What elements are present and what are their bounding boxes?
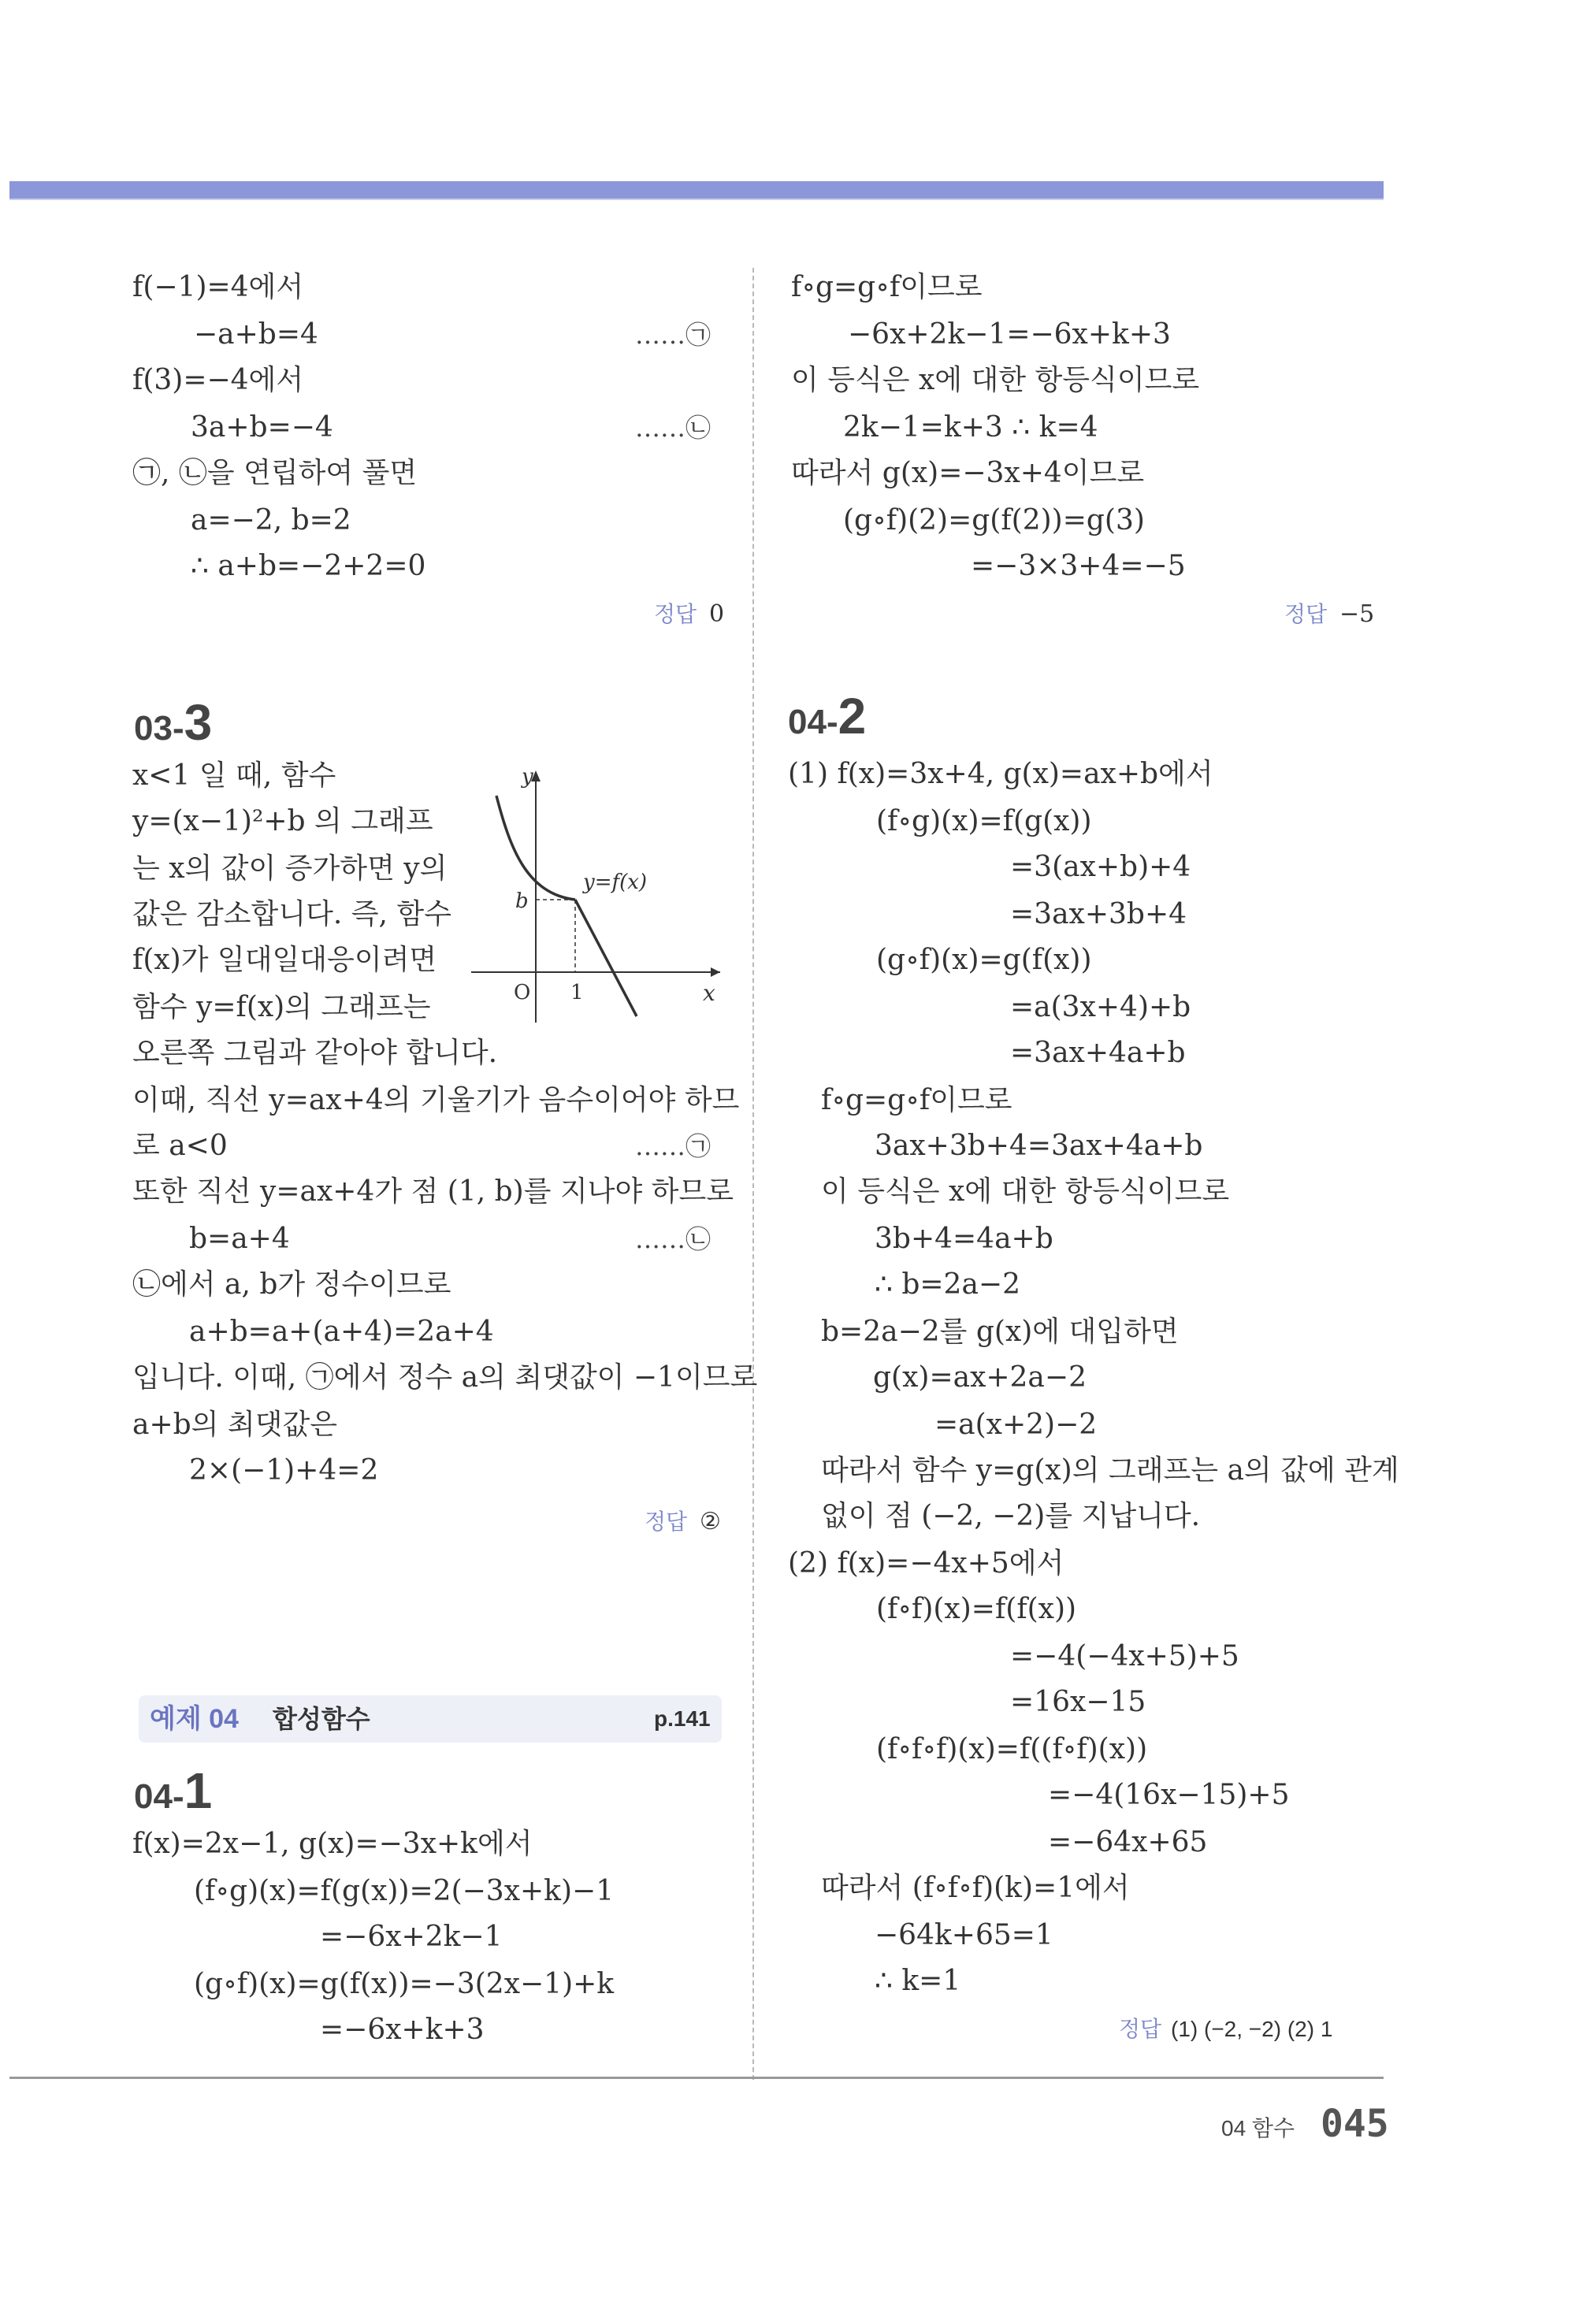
problem-heading-03-3 [134,693,212,752]
solution-line: =a(3x+4)+b [1010,991,1191,1023]
header-band [9,181,1384,199]
solution-line: 따라서 함수 y=g(x)의 그래프는 a의 값에 관계 [821,1454,1399,1487]
solution-line: (f∘g)(x)=f(g(x))=2(−3x+k)−1 [194,1875,615,1907]
solution-line: −a+b=4 [194,318,318,351]
solution-line: x<1 일 때, 함수 [132,759,336,792]
solution-line: b=a+4 [189,1223,290,1255]
y-axis-label: y [522,765,533,789]
solution-line: ∴ k=1 [875,1965,961,1997]
solution-line: =−6x+k+3 [320,2014,485,2046]
equation-marker: ……㉡ [635,413,711,443]
x-axis-arrow [711,967,720,977]
answer-label: 정답 [1284,602,1328,626]
heading-prefix: 03- [134,709,184,748]
solution-line: 2k−1=k+3 ∴ k=4 [843,411,1098,444]
equation-marker: ……㉠ [635,320,711,350]
solution-line: a+b의 최댓값은 [132,1409,337,1441]
solution-line: 값은 감소합니다. 즉, 함수 [132,898,451,930]
header-band-underline [9,199,1384,200]
solution-line: f(3)=−4에서 [132,364,304,396]
solution-line: =3ax+4a+b [1010,1037,1186,1069]
solution-line: 없이 점 (−2, −2)를 지납니다. [821,1500,1201,1532]
solution-line: =a(x+2)−2 [934,1409,1098,1441]
problem-heading-04-2 [788,687,866,745]
function-graph [465,764,733,1032]
solution-line: =−4(−4x+5)+5 [1010,1640,1239,1672]
solution-line: =−4(16x−15)+5 [1048,1779,1290,1811]
solution-line: f∘g=g∘f이므로 [821,1084,1012,1116]
solution-line: (f∘f∘f)(x)=f((f∘f)(x)) [876,1733,1148,1765]
heading-number: 3 [184,694,213,751]
heading-number: 1 [184,1762,213,1819]
solution-line: =3ax+3b+4 [1010,898,1187,930]
b-label: b [515,889,529,913]
example-page-ref: p.141 [654,1706,711,1731]
solution-line: g(x)=ax+2a−2 [873,1361,1087,1394]
solution-line: 따라서 g(x)=−3x+4이므로 [791,457,1145,489]
solution-line: 오른쪽 그림과 같아야 합니다. [132,1037,498,1069]
solution-line: 함수 y=f(x)의 그래프는 [132,991,431,1023]
solution-line: 이 등식은 x에 대한 항등식이므로 [791,364,1200,396]
answer-value: (1) (−2, −2) (2) 1 [1171,2017,1333,2041]
equation-marker: ……㉠ [635,1131,711,1161]
example-tag: 예제 04 [150,1704,239,1734]
origin-label: O [514,981,531,1004]
solution-line: =−3×3+4=−5 [971,550,1186,582]
curve-label: y=f(x) [583,871,648,894]
solution-line: (f∘f)(x)=f(f(x)) [876,1593,1077,1625]
solution-line: 는 x의 값이 증가하면 y의 [132,852,448,885]
heading-number: 2 [838,688,867,744]
solution-line: 2×(−1)+4=2 [189,1454,379,1487]
solution-line: a=−2, b=2 [191,504,351,536]
footer-chapter: 04 함수 [1221,2116,1295,2140]
solution-line: 3b+4=4a+b [875,1223,1053,1255]
solution-line: (f∘g)(x)=f(g(x)) [876,805,1092,837]
solution-line: −6x+2k−1=−6x+k+3 [848,318,1171,351]
answer-value: −5 [1339,600,1375,628]
heading-prefix: 04- [788,703,838,741]
solution-line: 3ax+3b+4=3ax+4a+b [875,1130,1203,1162]
solution-line: f∘g=g∘f이므로 [791,271,983,303]
solution-line: =16x−15 [1010,1686,1146,1718]
solution-line: ∴ a+b=−2+2=0 [191,550,426,582]
answer-value: 0 [709,600,725,628]
curve-line [575,900,637,1016]
solution-line: 또한 직선 y=ax+4가 점 (1, b)를 지나야 하므로 [132,1175,734,1208]
solution-line: (g∘f)(x)=g(f(x)) [876,944,1092,976]
solution-line: f(−1)=4에서 [132,271,304,303]
solution-line: (g∘f)(x)=g(f(x))=−3(2x−1)+k [194,1968,615,2000]
solution-line: f(x)가 일대일대응이려면 [132,944,437,976]
column-divider [752,268,754,2080]
solution-line: −64k+65=1 [875,1919,1053,1951]
solution-line: =3(ax+b)+4 [1010,851,1191,883]
solution-line: ∴ b=2a−2 [875,1268,1020,1301]
solution-line: 이 등식은 x에 대한 항등식이므로 [821,1175,1230,1208]
x-axis-label: x [703,980,715,1006]
solution-line: =−6x+2k−1 [320,1921,503,1953]
solution-line: ㉠, ㉡을 연립하여 풀면 [132,457,418,489]
answer-value: ② [700,1508,721,1535]
solution-line: f(x)=2x−1, g(x)=−3x+k에서 [132,1828,533,1860]
solution-line: b=2a−2를 g(x)에 대입하면 [821,1316,1179,1348]
problem-heading-04-1 [134,1762,212,1820]
answer-label: 정답 [654,602,697,626]
solution-line: 입니다. 이때, ㉠에서 정수 a의 최댓값이 −1이므로 [132,1361,758,1394]
solution-line: (g∘f)(2)=g(f(2))=g(3) [843,504,1145,536]
solution-line: 3a+b=−4 [191,411,333,444]
answer-label: 정답 [645,1509,688,1534]
solution-line: 따라서 (f∘f∘f)(k)=1에서 [821,1872,1130,1904]
solution-line: 이때, 직선 y=ax+4의 기울기가 음수이어야 하므 [132,1084,740,1116]
footer-rule [9,2077,1384,2079]
solution-line: ㉡에서 a, b가 정수이므로 [132,1268,451,1301]
solution-line: a+b=a+(a+4)=2a+4 [189,1316,494,1348]
solution-line: =−64x+65 [1048,1826,1208,1858]
solution-line: 로 a<0 [132,1130,228,1162]
page-number: 045 [1321,2102,1389,2146]
equation-marker: ……㉡ [635,1224,711,1254]
heading-prefix: 04- [134,1777,184,1816]
one-label: 1 [570,981,584,1004]
solution-line: (2) f(x)=−4x+5에서 [788,1547,1064,1580]
solution-line: y=(x−1)²+b 의 그래프 [132,805,433,837]
solution-line: (1) f(x)=3x+4, g(x)=ax+b에서 [788,758,1213,790]
answer-label: 정답 [1119,2017,1162,2041]
example-title: 합성함수 [273,1705,370,1733]
